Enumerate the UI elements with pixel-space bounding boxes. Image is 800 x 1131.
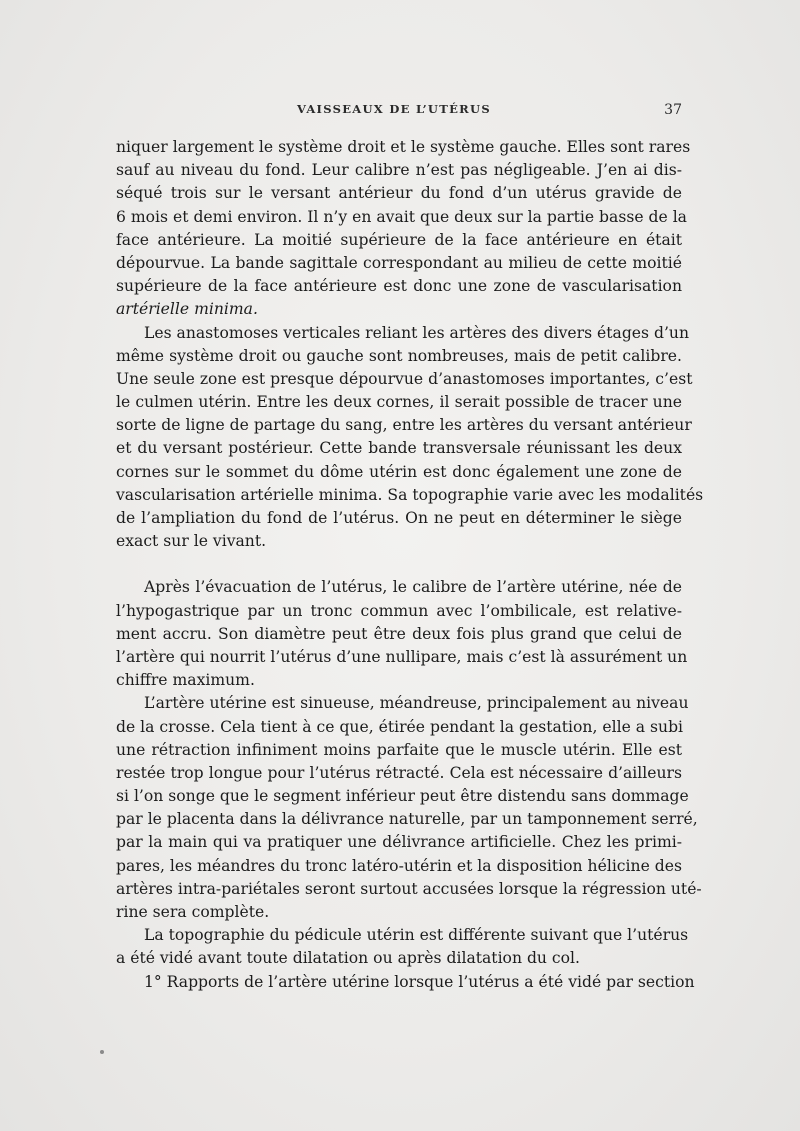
text-line: chiffre maximum. xyxy=(116,671,255,690)
paper-speck xyxy=(100,1050,104,1054)
text-line: le culmen utérin. Entre les deux cornes, il serait possible de tracer une xyxy=(116,393,682,412)
text-line: 6 mois et demi environ. Il n’y en avait que deux sur la partie basse de la xyxy=(116,207,687,226)
text-line: a été vidé avant toute dilatation ou après dilatation du col. xyxy=(116,949,580,968)
text-line: par le placenta dans la délivrance naturelle, par un tamponnement serré, xyxy=(116,810,698,829)
running-title: VAISSEAUX DE L’UTÉRUS xyxy=(297,102,491,116)
text-line: artérielle minima. xyxy=(116,300,258,319)
text-line: vascularisation artérielle minima. Sa topographie varie avec les modalités xyxy=(116,485,704,504)
page-number: 37 xyxy=(664,102,682,118)
body-text xyxy=(116,136,704,994)
text-line: l’hypogastrique par un tronc commun avec l’ombilicale, est relative- xyxy=(116,601,682,620)
text-line: face antérieure. La moitié supérieure de la face antérieure en était xyxy=(116,230,682,249)
text-line: La topographie du pédicule utérin est différente suivant que l’utérus xyxy=(144,926,689,945)
text-line: 1° Rapports de l’artère utérine lorsque l’utérus a été vidé par section xyxy=(144,972,695,991)
text-line: L’artère utérine est sinueuse, méandreuse, principalement au niveau xyxy=(144,694,689,713)
text-line: par la main qui va pratiquer une délivrance artificielle. Chez les primi- xyxy=(116,833,682,852)
text-line: séqué trois sur le versant antérieur du fond d’un utérus gravide de xyxy=(116,184,682,203)
text-line: une rétraction infiniment moins parfaite que le muscle utérin. Elle est xyxy=(116,740,682,759)
text-line: cornes sur le sommet du dôme utérin est donc également une zone de xyxy=(116,462,682,481)
text-line: rine sera complète. xyxy=(116,903,270,921)
text-line: Les anastomoses verticales reliant les artères des divers étages d’un xyxy=(144,323,690,342)
text-line: sauf au niveau du fond. Leur calibre n’est pas négligeable. J’en ai dis- xyxy=(116,161,682,180)
text-line: exact sur le vivant. xyxy=(116,532,267,551)
page-header xyxy=(115,102,682,124)
text-line: l’artère qui nourrit l’utérus d’une nullipare, mais c’est là assurément un xyxy=(116,647,688,666)
text-line: artères intra-pariétales seront surtout accusées lorsque la régression uté- xyxy=(116,879,702,898)
text-line: sorte de ligne de partage du sang, entre les artères du versant antérieur xyxy=(116,416,692,435)
text-line: restée trop longue pour l’utérus rétracté. Cela est nécessaire d’ailleurs xyxy=(116,763,682,782)
text-line: niquer largement le système droit et le système gauche. Elles sont rares xyxy=(116,138,691,156)
text-line: et du versant postérieur. Cette bande transversale réunissant les deux xyxy=(116,439,682,458)
text-line: supérieure de la face antérieure est donc une zone de vascularisation xyxy=(116,277,682,296)
text-line: Après l’évacuation de l’utérus, le calibre de l’artère utérine, née de xyxy=(144,578,682,597)
text-line: ment accru. Son diamètre peut être deux fois plus grand que celui de xyxy=(116,624,682,643)
text-line: de la crosse. Cela tient à ce que, étirée pendant la gestation, elle a subi xyxy=(116,717,684,736)
text-line: Une seule zone est presque dépourvue d’anastomoses importantes, c’est xyxy=(116,369,693,388)
text-line: dépourvue. La bande sagittale correspondant au milieu de cette moitié xyxy=(116,253,682,272)
text-line: si l’on songe que le segment inférieur peut être distendu sans dommage xyxy=(116,787,689,806)
text-line: pares, les méandres du tronc latéro-utérin et la disposition hélicine des xyxy=(116,856,682,875)
text-line: de l’ampliation du fond de l’utérus. On ne peut en déterminer le siège xyxy=(116,509,682,527)
text-line: même système droit ou gauche sont nombreuses, mais de petit calibre. xyxy=(116,346,682,365)
